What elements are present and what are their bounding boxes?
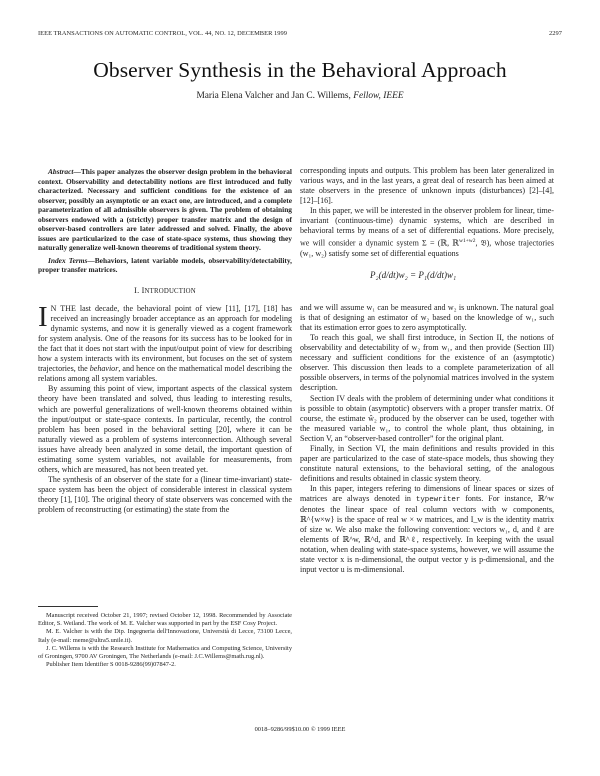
right-paragraph-6: Finally, in Section VI, the main definitions and results provided in this paper are particularized to the case of state-space models, thus showing they constitute natural extensions, to the behavioral setting, of the analogous definitions and results obtained in classic system theory. (300, 443, 554, 483)
author-fellow: Fellow, IEEE (353, 91, 404, 101)
intro-p1-tail: , and hence on the mathematical model describing the relations among all system variables. (38, 364, 293, 384)
footnote-willems: J. C. Willems is with the Research Institute for Mathematics and Computing Science, University of Groningen, 9700 AV Groningen, The Netherlands (e-mail: J.C.Willems@math.rug.nl). (38, 644, 292, 661)
intro-p1-em: behavior (89, 364, 119, 374)
right-paragraph-5: Section IV deals with the problem of determining under what conditions it is possible to obtain (asymptotic) observers with a proper transfer matrix. Of course, the estimate ŵ₂ produced by the observer can be used, together with the measured variable w₁, to control the whole plant, thus obtaining, in Section V, an “observer-based controller” for the original plant. (300, 393, 554, 443)
right-paragraph-1: corresponding inputs and outputs. This problem has been later generalized in various ways, and in the last years, a great deal of research has been aimed at state observers in the presence of unknown inputs (disturbances) [2]–[4], [12]–[16]. (300, 166, 554, 206)
right-paragraph-3: and we will assume w₁ can be measured and w₂ is unknown. The natural goal is that of designing an estimator of w₂ based on the knowledge of w₁, such that its estimation error goes to zero asymptotically. (300, 303, 554, 333)
journal-header: IEEE TRANSACTIONS ON AUTOMATIC CONTROL, VOL. 44, NO. 12, DECEMBER 1999 (38, 30, 288, 37)
intro-paragraph-3: The synthesis of an observer of the state for a (linear time-invariant) state-space system has been the object of considerable interest in classical system theory [1], [10]. The original theory of state observers was concerned with the problem of reconstructing (or estimating) the state from the (38, 474, 292, 514)
section-heading (38, 286, 292, 297)
page-number: 2297 (549, 30, 562, 37)
right-paragraph-4: To reach this goal, we shall first introduce, in Section II, the notions of observability and detectability of w₂ from w₁, and then provide (Section III) necessary and sufficient conditions for the existence of an (asymptotic) observer. This discussion then leads to a complete parameterization of all possible observers, in terms of the polynomial matrices involved in the system description. (300, 333, 554, 393)
footnote-publisher: Publisher Item Identifier S 0018-9286(99)07847-2. (46, 661, 176, 669)
right-column (300, 166, 554, 575)
index-terms-label: Index Terms— (48, 255, 95, 265)
footnotes (38, 612, 292, 669)
right-p2-b: , 𝔅), whose trajectories (w₁, w₂) satisfy some set of differential equations (300, 239, 554, 259)
copyright-line: 0018–9286/99$10.00 © 1999 IEEE (254, 726, 346, 733)
index-terms-text: Behaviors, latent variable models, observability/detectability, proper transfer matrices. (38, 255, 292, 275)
right-paragraph-7 (300, 484, 554, 575)
paper-title: Observer Synthesis in the Behavioral Approach (93, 58, 507, 82)
index-terms (38, 256, 292, 275)
right-p7-a: In this paper, integers refering to dimensions of linear spaces or sizes of matrices are always denoted in (300, 483, 554, 503)
equation-text: P₂(d/dt)w₂ = P₁(d/dt)w₁ (370, 270, 457, 281)
equation (300, 264, 554, 298)
abstract-text: This paper analyzes the observer design problem in the behavioral context. Observability and detectability notions are first introduced and fully characterized. Necessary and sufficient conditions for the existence of an observer, possibly an asymptotic or an exact one, are introduced, and a complete parameterization of all admissible observers is given. The problem of obtaining observers endowed with a (strictly) proper transfer matrix and the design of observer-based controllers are later addressed and solved. Finally, the above issues are particularized to the case of state-space systems, thus showing they naturally generalize well-known theorems of traditional system theory. (38, 167, 292, 253)
footnote-valcher: M. E. Valcher is with the Dip. Ingegneria dell'Innovazione, Università di Lecce, 73100 Lecce, Italy (e-mail: meme@ultra5.unile.it). (38, 628, 292, 644)
left-column (38, 167, 292, 515)
intro-paragraph-1 (38, 301, 293, 384)
running-header (38, 30, 562, 40)
abstract-label: Abstract— (48, 167, 81, 176)
section-number: I. (134, 286, 140, 296)
right-p7-mono: typewriter (415, 495, 461, 504)
section-title-first: I (141, 286, 145, 296)
right-p2-a: In this paper, we will be interested in the observer problem for linear, time-invariant (continuous-time) dynamic systems, which are described in behavioral terms by means of a set of differential equations. More precisely, we will consider a dynamic system Σ = (ℝ, ℝ (300, 206, 554, 248)
abstract (38, 167, 292, 253)
author-names: Maria Elena Valcher and Jan C. Willems, (196, 91, 351, 101)
footnote-manuscript: Manuscript received October 21, 1997; revised October 12, 1998. Recommended by Associate Editor, S. Weiland. The work of M. E. Valcher was supported in part by the ESF Cosy Project. (38, 612, 292, 628)
right-p7-b: fonts. For instance, ℝ^w denotes the linear space of real column vectors with w components, ℝ^{w×w} is the space of real w × w matrices, and I_w is the identity matrix of size w. We also make the following convention: vectors w₁, d, and ℓ are elements of ℝ^w, ℝ^d, and ℝ^ℓ, respectively. In keeping with the usual notation, when dealing with state-space systems, however, we will assume the state vector x is n-dimensional, the output vector y is p-dimensional, and the input vector u is m-dimensional. (300, 493, 554, 575)
right-p2-sup: w1+w2 (458, 238, 476, 245)
drop-cap: I (38, 301, 48, 334)
intro-paragraph-2: By assuming this point of view, important aspects of the classical system theory have been translated and solved, thus leading to interesting results, which are powerful generalizations of well-known theorems obtained within the input/output or state-space contexts. In particular, recently, the control problem has been posed in the behavioral setting [20], where it can be naturally viewed as a problem of systems interconnection. Although several issues have already been analyzed in some detail, the important question of estimating some system variables, not available for measurements, from others, which are measured, has not been treated yet. (38, 384, 292, 474)
right-paragraph-2 (300, 206, 554, 259)
section-title-rest: NTRODUCTION (144, 288, 196, 296)
footnote-rule (38, 606, 98, 607)
intro-p1-lead: N THE last decade, the behavioral point of view [11], [17], [18] has received an increasingly broader acceptance as an approach for modeling dynamic systems, and now it is generally viewed as a cogent framework for system analysis. One of the reasons for its success has to be looked for in the fact that it does not start with the input/output point of view for describing how a system interacts with its environment, but focuses on the set of system trajectories, the (38, 304, 292, 374)
author-line (0, 91, 600, 101)
